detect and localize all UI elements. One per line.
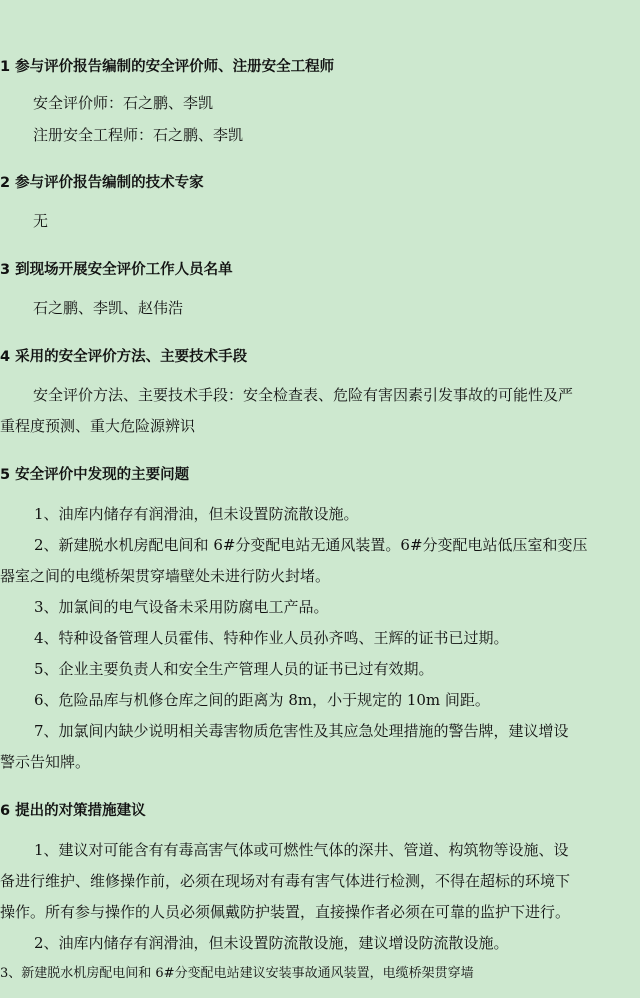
- problem-5: 5、企业主要负责人和安全生产管理人员的证书已过有效期。: [34, 660, 434, 678]
- section-1-heading: 1 参与评价报告编制的安全评价师、注册安全工程师: [0, 59, 335, 75]
- expert-line: 无: [33, 212, 49, 230]
- suggestion-1c: 操作。所有参与操作的人员必须佩戴防护装置，直接操作者必须在可靠的监护下进行。: [0, 903, 571, 921]
- problem-6: 6、危险品库与机修仓库之间的距离为 8m，小于规定的 10m 间距。: [34, 691, 490, 709]
- problem-2a: 2、新建脱水机房配电间和 6#分变配电站无通风装置。6#分变配电站低压室和变压: [34, 536, 588, 554]
- staff-line: 石之鹏、李凯、赵伟浩: [33, 299, 184, 317]
- problem-7a: 7、加氯间内缺少说明相关毒害物质危害性及其应急处理措施的警告牌，建议增设: [34, 722, 569, 740]
- problem-2b: 器室之间的电缆桥架贯穿墙壁处未进行防火封堵。: [0, 567, 331, 585]
- suggestion-2: 2、油库内储存有润滑油，但未设置防流散设施，建议增设防流散设施。: [34, 934, 509, 952]
- method-line-1: 安全评价方法、主要技术手段：安全检查表、危险有害因素引发事故的可能性及严: [33, 386, 574, 404]
- problem-7b: 警示告知牌。: [0, 753, 91, 771]
- problem-4: 4、特种设备管理人员霍伟、特种作业人员孙齐鸣、王辉的证书已过期。: [34, 629, 509, 647]
- problem-3: 3、加氯间的电气设备未采用防腐电工产品。: [34, 598, 329, 616]
- section-4-heading: 4 采用的安全评价方法、主要技术手段: [0, 349, 248, 365]
- evaluator-line: 安全评价师：石之鹏、李凯: [33, 94, 214, 112]
- section-2-heading: 2 参与评价报告编制的技术专家: [0, 175, 204, 191]
- section-6-heading: 6 提出的对策措施建议: [0, 803, 146, 819]
- section-3-heading: 3 到现场开展安全评价工作人员名单: [0, 262, 233, 278]
- problem-1: 1、油库内储存有润滑油，但未设置防流散设施。: [34, 505, 359, 523]
- engineer-line: 注册安全工程师：石之鹏、李凯: [33, 126, 244, 144]
- suggestion-1b: 备进行维护、维修操作前，必须在现场对有毒有害气体进行检测，不得在超标的环境下: [0, 872, 571, 890]
- section-5-heading: 5 安全评价中发现的主要问题: [0, 467, 190, 483]
- suggestion-1a: 1、建议对可能含有有毒高害气体或可燃性气体的深井、管道、构筑物等设施、设: [34, 841, 569, 859]
- suggestion-3: 3、新建脱水机房配电间和 6#分变配电站建议安装事故通风装置，电缆桥架贯穿墙: [0, 966, 474, 981]
- method-line-2: 重程度预测、重大危险源辨识: [0, 417, 196, 435]
